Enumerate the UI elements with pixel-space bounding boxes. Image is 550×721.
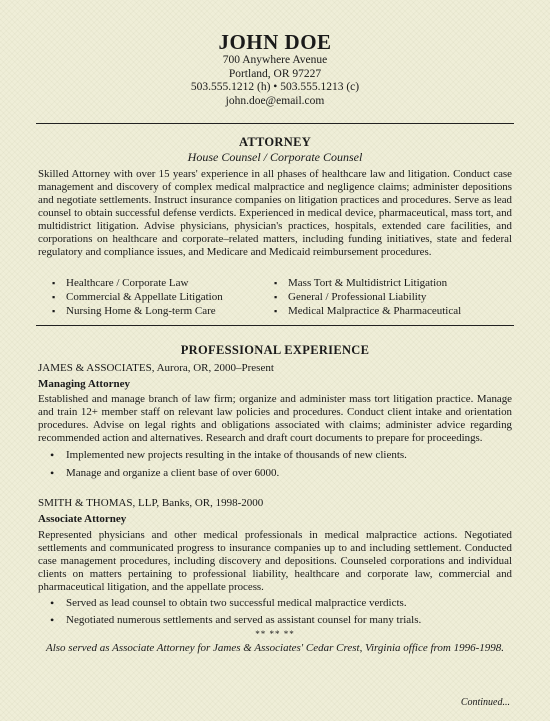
- resume-header: [0, 30, 550, 108]
- divider-rule: [36, 325, 514, 326]
- additional-note: Also served as Associate Attorney for James & Associates' Cedar Crest, Virginia office from 1996-1998.: [46, 642, 504, 654]
- skill-item: ▪ General / Professional Liability: [274, 290, 514, 304]
- skills-list-right: [274, 276, 514, 318]
- achievement-item: • Served as lead counsel to obtain two successful medical malpractice verdicts.: [50, 596, 512, 611]
- job-description: Established and manage branch of law firm; organize and administer mass tort litigation practice. Manage and train 12+ member staff on relevant law policies and procedures. Conduct client intake and orientation procedures. Advise on legal rights and obligations associated with claims; administer advice regarding recommended action and alternatives. Research and draft court documents to prepare for proceedings.: [38, 393, 512, 444]
- address-line-1: 700 Anywhere Avenue: [222, 54, 328, 66]
- achievement-item: • Manage and organize a client base of over 6000.: [50, 466, 512, 481]
- phone-numbers: 503.555.1212 (h) • 503.555.1213 (c): [190, 81, 360, 93]
- skill-item: ▪ Commercial & Appellate Litigation: [52, 290, 272, 304]
- experience-title: PROFESSIONAL EXPERIENCE: [180, 343, 370, 357]
- address-line-2: Portland, OR 97227: [228, 67, 322, 80]
- divider-rule: [36, 123, 514, 124]
- objective-title: ATTORNEY: [238, 135, 312, 149]
- email-address: john.doe@email.com: [225, 94, 325, 107]
- job-title: Associate Attorney: [38, 513, 127, 525]
- skill-item: ▪ Mass Tort & Multidistrict Litigation: [274, 276, 514, 290]
- achievements-list: [50, 448, 512, 480]
- section-separator: ** ** **: [255, 629, 295, 639]
- skill-item: ▪ Healthcare / Corporate Law: [52, 276, 272, 290]
- job-title: Managing Attorney: [38, 378, 130, 390]
- employer-line: JAMES & ASSOCIATES, Aurora, OR, 2000–Present: [38, 362, 274, 374]
- achievement-item: • Implemented new projects resulting in the intake of thousands of new clients.: [50, 448, 512, 463]
- skills-list-left: [52, 276, 272, 318]
- summary-paragraph: Skilled Attorney with over 15 years' experience in all phases of healthcare law and litigation. Conduct case management and discovery of complex medical malpractice and negligence claims; administer depositions and negotiate settlements. Instruct insurance companies on litigation practices and procedures. Serve as lead counsel to obtain successful defense verdicts. Experienced in medical device, pharmaceutical, mass tort, and multidistrict litigation. Advise physicians, physician's practices, hospitals, extended care facilities, and corporations on healthcare and corporate–related matters, including funding initiatives, state and federal regulatory and compliance issues, and Medicare and Medicaid reimbursement procedures.: [38, 168, 512, 258]
- skill-item: ▪ Medical Malpractice & Pharmaceutical: [274, 304, 514, 318]
- continued-label: Continued...: [460, 697, 510, 708]
- achievement-item: • Negotiated numerous settlements and served as assistant counsel for many trials.: [50, 613, 512, 628]
- employer-line: SMITH & THOMAS, LLP, Banks, OR, 1998-2000: [38, 497, 264, 509]
- skill-item: ▪ Nursing Home & Long-term Care: [52, 304, 272, 318]
- job-description: Represented physicians and other medical professionals in medical malpractice actions. Negotiated settlements and communicated progress to insurance companies up to and including settlement. Conducted case management procedures, including discovery and depositions. Counseled corporations and individual clients on matters pertaining to professional liability, healthcare and corporate law, commercial and pharmaceutical litigation, and the appellate process.: [38, 529, 512, 593]
- achievements-list: [50, 596, 512, 627]
- objective-subtitle: House Counsel / Corporate Counsel: [187, 150, 363, 164]
- candidate-name: JOHN DOE: [218, 30, 332, 54]
